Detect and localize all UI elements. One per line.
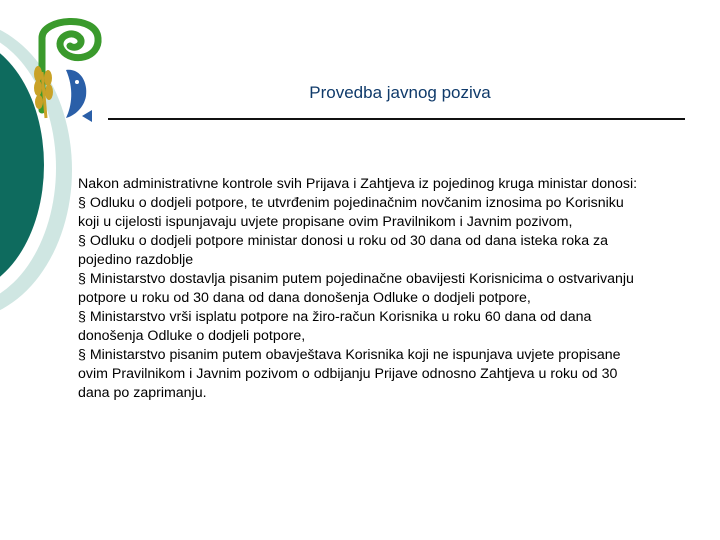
logo-fish [66, 70, 86, 118]
bullet-item-1: § Odluku o dodjeli potpore, te utvrđenim pojedinačnim novčanim iznosima po Korisniku koji u cijelosti ispunjavaju uvjete propisane ovim Pravilnikom i Javnim pozivom, [78, 195, 624, 230]
bullet-item-5: § Ministarstvo pisanim putem obavještava Korisnika koji ne ispunjava uvjete propisane ovim Pravilnikom i Javnim pozivom o odbijanju Prijave odnosno Zahtjeva u roku od 30 dana po zaprimanju. [78, 347, 621, 401]
slide-title: Provedba javnog poziva [309, 83, 491, 102]
bullet-item-4: § Ministarstvo vrši isplatu potpore na žiro-račun Korisnika u roku 60 dana od dana donošenja Odluke o dodjeli potpore, [78, 309, 592, 344]
bullet-item-2: § Odluku o dodjeli potpore ministar donosi u roku od 30 dana od dana isteka roka za pojedino razdoblje [78, 233, 609, 268]
slide-body [78, 175, 638, 403]
intro-paragraph: Nakon administrativne kontrole svih Prijava i Zahtjeva iz pojedinog kruga ministar donosi: [78, 176, 638, 192]
title-underline [108, 118, 685, 120]
ministry-logo [22, 10, 108, 124]
bullet-item-3: § Ministarstvo dostavlja pisanim putem pojedinačne obavijesti Korisnicima o ostvarivanju potpore u roku od 30 dana od dana donošenja Odluke o dodjeli potpore, [78, 271, 634, 306]
